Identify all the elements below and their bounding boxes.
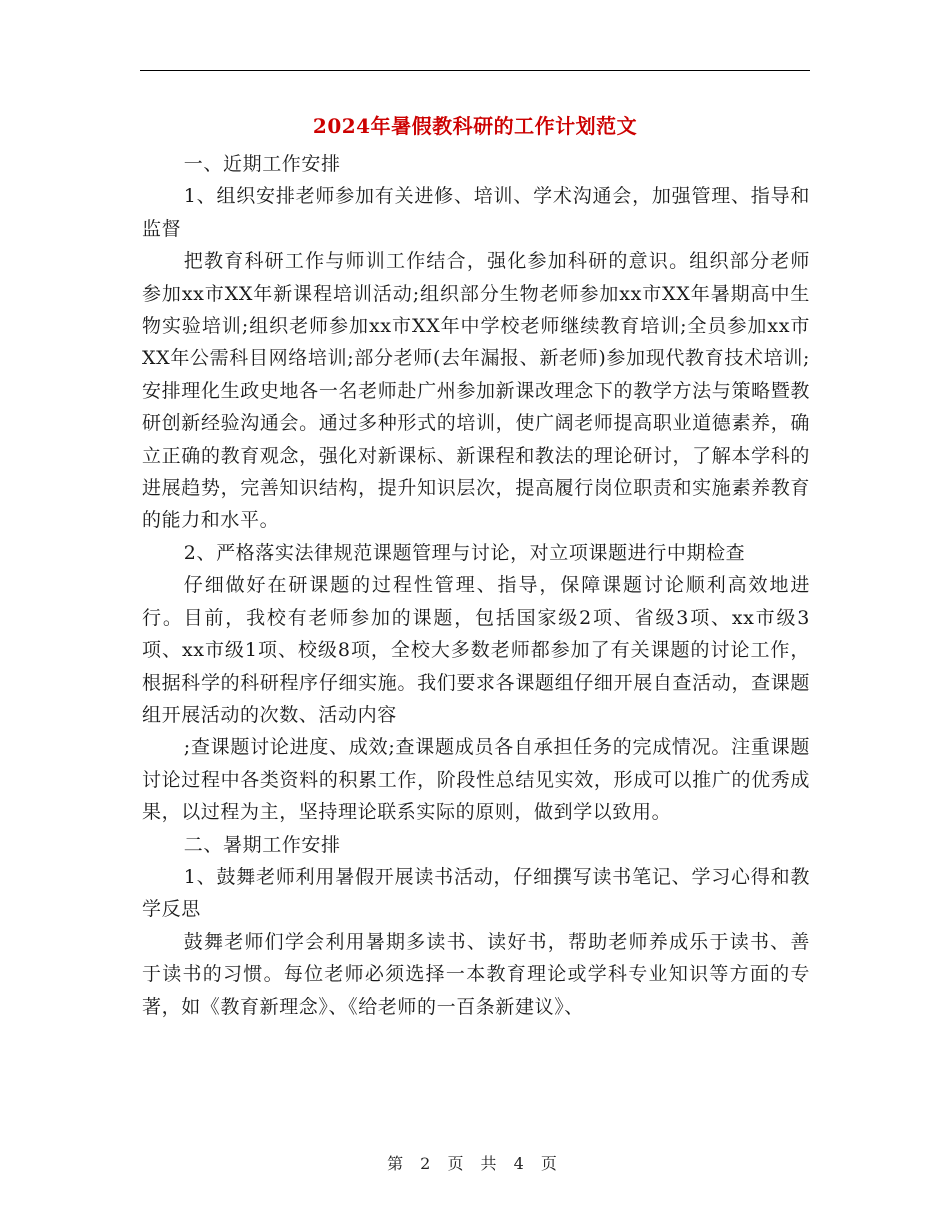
item-heading-projects: 2、严格落实法律规范课题管理与讨论，对立项课题进行中期检查 (183, 541, 746, 564)
paragraph-reading: 鼓舞老师们学会利用暑期多读书、读好书，帮助老师养成乐于读书、善于读书的习惯。每位老师必须选择一本教育理论或学科专业知识等方面的专著，如《教育新理念》、《给老师的一百条新建议》、 (142, 930, 810, 1018)
paragraph-training: 把教育科研工作与师训工作结合，强化参加科研的意识。组织部分老师参加xx市XX年新课程培训活动;组织部分生物老师参加xx市XX年暑期高中生物实验培训;组织老师参加xx市XX年中学校老师继续教育培训;全员参加xx市XX年公需科目网络培训;部分老师(去年漏报、新老师)参加现代教育技术培训;安排理化生政史地各一名老师赴广州参加新课改理念下的教学方法与策略暨教研创新经验沟通会。通过多种形式的培训，使广阔老师提高职业道德素养，确立正确的教育观念，强化对新课标、新课程和教法的理论研讨，了解本学科的进展趋势，完善知识结构，提升知识层次，提高履行岗位职责和实施素养教育的能力和水平。 (142, 250, 810, 532)
document-body (142, 148, 810, 1023)
header-rule (140, 70, 810, 71)
document-title: 2024年暑假教科研的工作计划范文 (312, 114, 638, 138)
section-heading-recent: 一、近期工作安排 (183, 153, 341, 175)
item-heading-training: 1、组织安排老师参加有关进修、培训、学术沟通会，加强管理、指导和监督 (142, 185, 810, 240)
item-heading-reading: 1、鼓舞老师利用暑假开展读书活动，仔细撰写读书笔记、学习心得和教学反思 (142, 865, 810, 921)
section-heading-summer: 二、暑期工作安排 (183, 833, 341, 856)
page-number: 第 2 页 共 4 页 (387, 1154, 563, 1173)
paragraph-projects: 仔细做好在研课题的过程性管理、指导，保障课题讨论顺利高效地进行。目前，我校有老师参加的课题，包括国家级2项、省级3项、xx市级3项、xx市级1项、校级8项，全校大多数老师都参加了有关课题的讨论工作，根据科学的科研程序仔细实施。我们要求各课题组仔细开展自查活动，查课题组开展活动的次数、活动内容 (142, 574, 810, 726)
paragraph-projects-continued: ;查课题讨论进度、成效;查课题成员各自承担任务的完成情况。注重课题讨论过程中各类资料的积累工作，阶段性总结见实效，形成可以推广的优秀成果，以过程为主，坚持理论联系实际的原则，做到学以致用。 (142, 736, 810, 824)
